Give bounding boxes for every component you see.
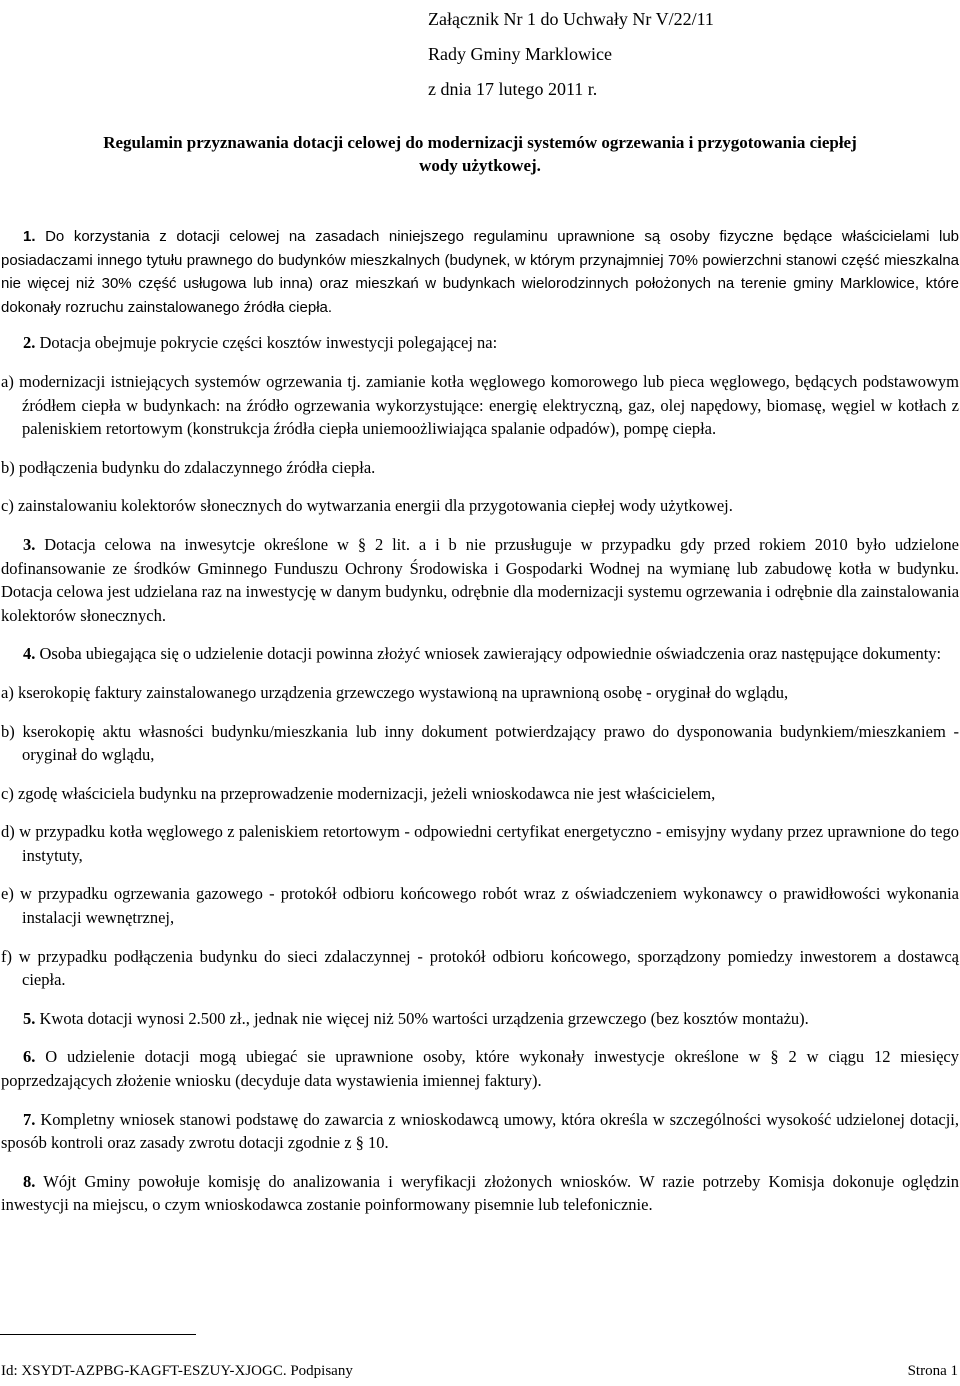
paragraph-5 — [1, 1007, 959, 1031]
paragraph-4-item-d: d) w przypadku kotła węglowego z paleniskiem retortowym - odpowiedni certyfikat energetyczno - emisyjny wydany przez uprawnione do tego instytuty, — [1, 822, 959, 865]
title-line-2: wody użytkowej. — [419, 156, 541, 175]
paragraph-2-item-c: c) zainstalowaniu kolektorów słonecznych do wytwarzania energii dla przygotowania ciepłej wody użytkowej. — [1, 496, 733, 516]
paragraph-number: 2. — [23, 333, 36, 353]
paragraph-number: 4. — [23, 644, 36, 664]
document-body — [1, 225, 959, 1217]
paragraph-4-item-e: e) w przypadku ogrzewania gazowego - protokół odbioru końcowego robót wraz z oświadczeniem wykonawcy o prawidłowości wykonania instalacji wewnętrznej, — [1, 884, 959, 928]
paragraph-1 — [1, 225, 959, 319]
paragraph-text: Kwota dotacji wynosi 2.500 zł., jednak nie więcej niż 50% wartości urządzenia grzewczego (bez kosztów montażu). — [39, 1008, 809, 1028]
paragraph-4-item-c: c) zgodę właściciela budynku na przeprowadzenie modernizacji, jeżeli wnioskodawca nie jest właścicielem, — [1, 783, 716, 803]
document-id: Id: XSYDT-AZPBG-KAGFT-ESZUY-XJOGC. Podpisany — [1, 1363, 353, 1379]
paragraph-number: 6. — [23, 1047, 36, 1067]
page-number: Strona 1 — [907, 1363, 958, 1379]
paragraph-text: Dotacja celowa na inwesytcje określone w § 2 lit. a i b nie przusługuje w przypadku gdy przed rokiem 2010 było udzielone dofinansowanie ze środków Gminnego Funduszu Ochrony Środowiska i Gospodarki Wodnej na wymianę lub zabudowę kotła w budynku. Dotacja celowa jest udzielana raz na inwestycję w danym budynku, odrębnie dla modernizacji systemu ogrzewania i odrębnie dla zainstalowania kolektorów słonecznych. — [1, 534, 960, 625]
header-line-2: Rady Gminy Marklowice — [428, 44, 612, 64]
paragraph-number: 5. — [23, 1008, 36, 1028]
paragraph-text: Dotacja obejmuje pokrycie części kosztów inwestycji polegającej na: — [39, 333, 498, 353]
paragraph-4-item-f: f) w przypadku podłączenia budynku do sieci zdalaczynnej - protokół odbioru końcowego, sporządzony pomiedzy inwestorem a dostawcą ciepła. — [1, 946, 959, 990]
paragraph-text: Wójt Gminy powołuje komisję do analizowania i weryfikacji złożonych wniosków. W razie potrzeby Komisja dokonuje oględzin inwestycji na miejscu, o czym wnioskodawca zostanie poinformowany pisemnie lub telefonicznie. — [1, 1171, 959, 1215]
paragraph-7 — [1, 1108, 959, 1155]
paragraph-text: Do korzystania z dotacji celowej na zasadach niniejszego regulaminu uprawnione są osoby fizyczne będące właścicielami lub posiadaczami innego tytułu prawnego do budynków mieszkalnych (budynek, w którym przynajmniej 70% powierzchni stanowi część mieszkalna nie więcej niż 30% część usługowa lub inna) oraz mieszkań w budynkach wielorodzinnych położonych na terenie gminy Marklowice, które dokonały rozruchu zainstalowanego źródła ciepła. — [1, 228, 960, 316]
paragraph-4 — [1, 642, 959, 666]
paragraph-8 — [1, 1170, 959, 1217]
footer-divider — [0, 1334, 196, 1335]
paragraph-4-item-b: b) kserokopię aktu własności budynku/mieszkania lub inny dokument potwierdzający prawo do dysponowania budynkiem/mieszkaniem - oryginał do wglądu, — [1, 721, 959, 765]
paragraph-text: Kompletny wniosek stanowi podstawę do zawarcia z wnioskodawcą umowy, która określa w szczególności wysokość udzielonej dotacji, sposób kontroli oraz zasady zwrotu dotacji zgodnie z § 10. — [1, 1109, 960, 1153]
paragraph-6 — [1, 1045, 959, 1092]
paragraph-2-item-a: a) modernizacji istniejących systemów ogrzewania tj. zamianie kotła węglowego komorowego lub pieca węglowego, będących podstawowym źródłem ciepła w budynkach: na źródło ogrzewania wykorzystujące: energię elektryczną, gaz, olej napędowy, biomasę, węgiel w kotłach z paleniskiem retortowym (konstrukcja źródła ciepła uniemoożliwiająca spalanie odpadów), pompę ciepła. — [1, 371, 959, 439]
paragraph-number: 3. — [23, 534, 36, 554]
paragraph-number: 1. — [23, 228, 36, 245]
paragraph-2-item-b: b) podłączenia budynku do zdalaczynnego źródła ciepła. — [1, 457, 376, 477]
title-line-1: Regulamin przyznawania dotacji celowej do modernizacji systemów ogrzewania i przygotowania ciepłej — [103, 133, 857, 152]
paragraph-4-item-a: a) kserokopię faktury zainstalowanego urządzenia grzewczego wystawioną na uprawnioną osobę - oryginał do wglądu, — [1, 682, 789, 702]
paragraph-2 — [1, 331, 959, 355]
header-line-3: z dnia 17 lutego 2011 r. — [428, 79, 598, 99]
attachment-header — [428, 2, 714, 107]
paragraph-text: O udzielenie dotacji mogą ubiegać sie uprawnione osoby, które wykonały inwestycje określone w § 2 w ciągu 12 miesięcy poprzedzających złożenie wniosku (decyduje data wystawienia imiennej faktury). — [1, 1047, 959, 1091]
paragraph-number: 7. — [23, 1109, 36, 1129]
paragraph-text: Osoba ubiegająca się o udzielenie dotacji powinna złożyć wniosek zawierający odpowiednie oświadczenia oraz następujące dokumenty: — [39, 644, 942, 664]
paragraph-3 — [1, 533, 959, 627]
paragraph-number: 8. — [23, 1171, 36, 1191]
header-line-1: Załącznik Nr 1 do Uchwały Nr V/22/11 — [428, 9, 714, 29]
document-title — [0, 131, 960, 177]
